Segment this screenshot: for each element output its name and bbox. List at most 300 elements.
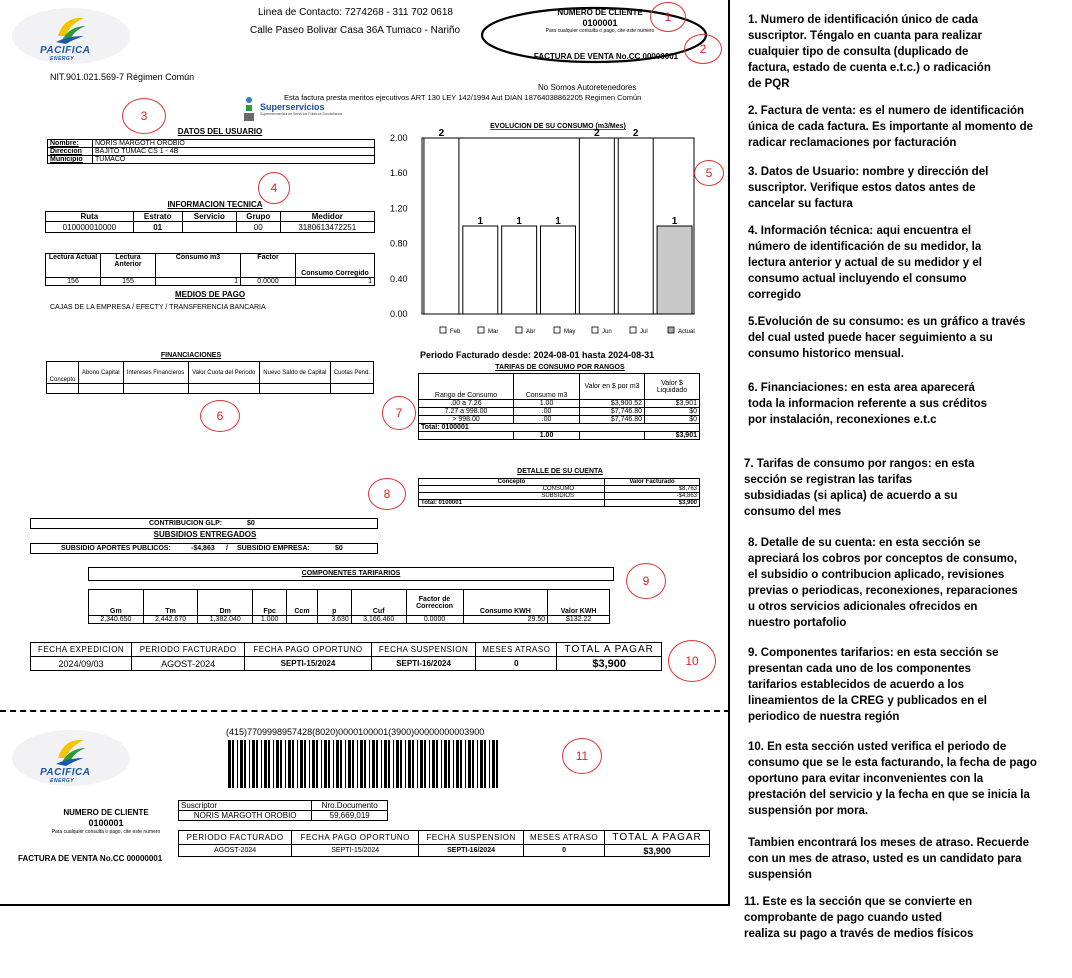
components-header: p: [317, 590, 351, 616]
financing-cell: [330, 384, 373, 394]
barcode-bar: [444, 740, 447, 788]
chart-bar: [579, 138, 614, 314]
financing-header: Concepto: [47, 362, 79, 384]
chart-title: EVOLUCION DE SU CONSUMO (m3/Mes): [490, 123, 626, 130]
chart-data-label: 2: [632, 128, 639, 139]
no-autoretenedores: No Somos Autoretenedores: [538, 83, 637, 92]
chart-legend-label: Mar: [488, 329, 499, 335]
subsidy-company-label: SUBSIDIO EMPRESA:: [237, 545, 310, 552]
account-detail-value: -$4,863: [605, 493, 700, 500]
barcode-bar: [472, 740, 474, 788]
summary-header: FECHA SUSPENSION: [371, 643, 476, 657]
chart-legend-label: Jun: [602, 329, 612, 335]
payment-title: MEDIOS DE PAGO: [174, 290, 246, 299]
coupon-subscriber-table: [178, 800, 388, 821]
contribution-label: CONTRIBUCION GLP:: [149, 520, 223, 527]
superservicios-subtitle: Superintendencia de Servicios Públicos Domiciliarios: [260, 112, 343, 116]
barcode-bar: [288, 740, 291, 788]
note-2: 2. Factura de venta: es el numero de identificación única de cada factura. Es importante al momento de radicar reclamaciones por facturación: [748, 105, 1034, 149]
coupon-header: PERIODO FACTURADO: [179, 831, 292, 845]
tech-info-table: [45, 211, 375, 233]
barcode-bar: [460, 740, 462, 788]
legal-text: Esta factura presta meritos ejecutivos ART 130 LEY 142/1994 Aut DIAN 18764038862205 Regimen Común: [284, 93, 642, 102]
chart-legend-swatch: [592, 327, 598, 333]
financing-cell: [259, 384, 330, 394]
barcode-bar: [333, 740, 334, 788]
coupon-logo-subtext: ENERGY: [50, 778, 75, 784]
components-title: COMPONENTES TARIFARIOS: [301, 570, 401, 577]
components-value: 2,340.650: [89, 616, 144, 624]
coupon-value: 0: [523, 845, 604, 857]
subsidies-title: SUBSIDIOS ENTREGADOS: [153, 530, 257, 539]
barcode-bar: [384, 740, 387, 788]
user-address: BAJITO TUMAC CS 1 - 4B: [93, 148, 375, 156]
barcode-bar: [393, 740, 394, 788]
barcode-bar: [345, 740, 346, 788]
barcode-bar: [417, 740, 418, 788]
chart-data-label: 1: [555, 216, 561, 227]
financing-cell: [123, 384, 188, 394]
barcode-bar: [408, 740, 411, 788]
account-detail-concept: SUBSIDIOS: [419, 493, 605, 500]
summary-header: FECHA PAGO OPORTUNO: [245, 643, 372, 657]
chart-legend-swatch: [516, 327, 522, 333]
marker-5: 5: [694, 160, 724, 186]
barcode-bar: [297, 740, 298, 788]
coupon-document-number: 59,669,019: [312, 811, 388, 821]
user-name: NORIS MARGOTH OROBIO: [93, 140, 375, 148]
barcode-bar: [448, 740, 450, 788]
barcode: [226, 740, 504, 788]
barcode-bar: [237, 740, 238, 788]
logo-text: PACIFICA: [40, 45, 91, 56]
components-header: Cuf: [351, 590, 406, 616]
summary-header: PERIODO FACTURADO: [132, 643, 245, 657]
chart-legend-swatch: [440, 327, 446, 333]
user-municipality: TUMACO: [93, 156, 375, 164]
chart-data-label: 2: [594, 128, 600, 139]
rates-cell: $3,901: [645, 400, 700, 408]
tech-header: Ruta: [46, 212, 134, 222]
subsidies-box: [30, 543, 378, 554]
note-8: 8. Detalle de su cuenta: en esta sección se apreciará los cobros por conceptos de consumo, el subsidio o contribucion aplicado, revisiones previas o periodicas, reconexiones, reparaciones u otros servicios adicionales ofrecidos en nuestro portafolio: [748, 537, 1018, 629]
marker-8: 8: [368, 478, 406, 510]
summary-value: SEPTI-16/2024: [371, 657, 476, 671]
barcode-bar: [468, 740, 471, 788]
barcode-bar: [280, 740, 282, 788]
chart-y-tick: 2.00: [390, 133, 408, 143]
coupon-client-label: NUMERO DE CLIENTE: [63, 808, 149, 817]
marker-3: 3: [122, 98, 166, 134]
coupon-subscriber-name: NORIS MARGOTH OROBIO: [179, 811, 312, 821]
reading-value: 0.0000: [241, 278, 296, 286]
account-detail-header: Valor Facturado: [605, 479, 700, 486]
reading-header: Lectura Actual: [46, 254, 101, 278]
chart-legend-swatch: [554, 327, 560, 333]
rates-total-cell: [419, 432, 514, 440]
barcode-bar: [312, 740, 315, 788]
account-detail-total-label: Total: 0100001: [419, 500, 605, 507]
barcode-bar: [304, 740, 306, 788]
barcode-bar: [348, 740, 351, 788]
invoice-number: FACTURA DE VENTA No.CC 00000001: [533, 52, 679, 61]
account-detail-table: [418, 478, 700, 507]
company-nit: NIT.901.021.569-7 Régimen Común: [50, 72, 195, 82]
chart-y-tick: 0.40: [390, 273, 408, 284]
tech-header: Servicio: [182, 212, 236, 222]
chart-y-tick: 1.60: [390, 168, 408, 179]
account-detail-header: Concepto: [419, 479, 605, 486]
chart-data-label: 2: [438, 128, 445, 139]
payment-methods: CAJAS DE LA EMPRESA / EFECTY / TRANSFERENCIA BANCARIA: [50, 304, 266, 311]
payment-summary-table: [30, 642, 662, 671]
chart-legend-label: Feb: [450, 329, 461, 335]
subsidy-separator: /: [226, 545, 228, 552]
barcode-bar: [285, 740, 286, 788]
user-municipality-label: Municipio: [48, 156, 93, 164]
barcode-bar: [352, 740, 354, 788]
chart-legend-label: Actual: [678, 329, 695, 335]
barcode-bar: [328, 740, 330, 788]
components-value: 29.50: [463, 616, 548, 624]
coupon-header: TOTAL A PAGAR: [605, 831, 710, 845]
coupon-subscriber-label: Suscriptor: [179, 801, 312, 811]
barcode-bar: [240, 740, 243, 788]
account-detail-title: DETALLE DE SU CUENTA: [517, 468, 603, 475]
reading-value: 1: [156, 278, 241, 286]
chart-data-label: 1: [671, 216, 678, 227]
chart-y-tick: 0.80: [390, 238, 408, 249]
barcode-bar: [424, 740, 426, 788]
note-3: 3. Datos de Usuario: nombre y dirección del suscriptor. Verifique estos datos antes de cancelar su factura: [748, 166, 989, 210]
tech-value: 010000010000: [46, 222, 134, 233]
components-header: Gm: [89, 590, 144, 616]
account-detail-concept: CONSUMO: [419, 486, 605, 493]
tech-header: Grupo: [236, 212, 280, 222]
coupon-company-logo: [12, 730, 130, 790]
coupon-invoice-number: FACTURA DE VENTA No.CC 00000001: [18, 854, 163, 863]
client-number-note: Para cualquier consulta o pago, cite este numero: [545, 28, 655, 34]
summary-header: TOTAL A PAGAR: [557, 643, 662, 657]
rates-header: Valor en $ por m3: [580, 374, 645, 400]
summary-header: FECHA EXPEDICION: [31, 643, 132, 657]
tech-value: 01: [133, 222, 182, 233]
note-5: 5.Evolución de su consumo: es un gráfico a través del cual usted puede hacer seguimiento a su consumo historico mensual.: [748, 316, 1026, 360]
components-value: 2,442.670: [143, 616, 198, 624]
coupon-value: AGOST-2024: [179, 845, 292, 857]
note-6: 6. Financiaciones: en esta area aparecerá toda la informacion referente a sus créditos por instalación, reconexiones e.t.c: [748, 382, 988, 426]
financing-header: Nuevo Saldo de Capital: [259, 362, 330, 384]
logo-flame-icon: [54, 14, 88, 44]
rates-cell: 1.00: [514, 400, 580, 408]
barcode-bar: [388, 740, 390, 788]
coupon-summary-table: [178, 830, 710, 857]
tech-info-title: INFORMACION TECNICA: [167, 200, 263, 209]
contribution-box: [30, 518, 378, 529]
chart-bar: [463, 226, 498, 314]
barcode-bar: [381, 740, 382, 788]
marker-9: 9: [626, 563, 666, 599]
chart-legend-label: Jul: [640, 329, 648, 335]
logo-subtext: ENERGY: [50, 56, 75, 62]
tech-header: Medidor: [280, 212, 374, 222]
barcode-bar: [400, 740, 402, 788]
coupon-logo-text: PACIFICA: [40, 767, 91, 778]
user-name-label: Nombre:: [48, 140, 93, 148]
rates-header: Valor $ Liquidado: [645, 374, 700, 400]
user-data-title: DATOS DEL USUARIO: [177, 127, 263, 136]
barcode-bar: [300, 740, 303, 788]
rates-total-value: $3,901: [645, 432, 700, 440]
financing-header: Abono Capital: [79, 362, 124, 384]
account-detail-total: $3,900: [605, 500, 700, 507]
user-address-label: Direccion: [48, 148, 93, 156]
company-logo: [12, 8, 130, 68]
tech-value: 00: [236, 222, 280, 233]
barcode-bar: [360, 740, 363, 788]
barcode-bar: [252, 740, 255, 788]
contact-line: Linea de Contacto: 7274268 - 311 702 0618: [258, 7, 453, 18]
note-1: 1. Numero de identificación único de cada suscriptor. Téngalo en cuanta para realizar cualquier tipo de consulta (duplicado de factura, estado de cuenta e.t.c.) o radicación de PQR: [748, 14, 991, 90]
reading-header: Consumo Corregido: [296, 254, 375, 278]
barcode-bar: [396, 740, 399, 788]
barcode-bar: [244, 740, 246, 788]
reading-header: Consumo m3: [156, 254, 241, 278]
superservicios-name: Superservicios: [260, 102, 325, 112]
components-value: $132.22: [548, 616, 610, 624]
chart-bar: [424, 138, 459, 314]
coupon-document-label: Nro.Documento: [312, 801, 388, 811]
coupon-client-note: Para cualquier consulta o pago, cite este numero: [51, 829, 161, 835]
invoice-bottom-border: [0, 904, 730, 906]
components-header: Fpc: [253, 590, 287, 616]
components-value: 3.630: [317, 616, 351, 624]
marker-7: 7: [382, 396, 416, 430]
chart-bar: [657, 226, 692, 314]
tech-value: [182, 222, 236, 233]
rates-title: TARIFAS DE CONSUMO POR RANGOS: [495, 364, 625, 371]
rates-header: Rango de Consumo: [419, 374, 514, 400]
rates-total-label: Total: 0100001: [419, 424, 700, 432]
marker-2: 2: [684, 34, 722, 64]
barcode-bar: [228, 740, 231, 788]
coupon-header: MESES ATRASO: [523, 831, 604, 845]
barcode-bar: [364, 740, 366, 788]
coupon-value: SEPTI-15/2024: [292, 845, 419, 857]
components-header: Consumo KWH: [463, 590, 548, 616]
tech-value: 3180613472251: [280, 222, 374, 233]
reading-value: 1: [296, 278, 375, 286]
barcode-bar: [264, 740, 267, 788]
rates-cell: > 998.00: [419, 416, 514, 424]
chart-bar: [502, 226, 537, 314]
barcode-bar: [316, 740, 318, 788]
chart-data-label: 1: [516, 216, 522, 227]
client-number: 0100001: [582, 18, 618, 28]
barcode-bar: [256, 740, 258, 788]
financing-header: Valor Cuota del Periodo: [188, 362, 259, 384]
rates-cell: .00: [514, 416, 580, 424]
financing-table: [46, 361, 374, 394]
summary-header: MESES ATRASO: [476, 643, 557, 657]
barcode-bar: [432, 740, 435, 788]
chart-legend-swatch: [630, 327, 636, 333]
barcode-bar: [309, 740, 310, 788]
rates-cell: $7,746.80: [580, 408, 645, 416]
subsidy-public-label: SUBSIDIO APORTES PUBLICOS:: [61, 545, 171, 552]
coupon-header: FECHA SUSPENSION: [419, 831, 524, 845]
barcode-bar: [249, 740, 250, 788]
chart-bar: [618, 138, 653, 314]
barcode-bar: [376, 740, 378, 788]
barcode-bar: [496, 740, 498, 788]
summary-value: SEPTI-15/2024: [245, 657, 372, 671]
rates-cell: $0: [645, 416, 700, 424]
financing-title: FINANCIACIONES: [160, 352, 222, 359]
client-number-label: NUMERO DE CLIENTE: [557, 8, 643, 17]
barcode-bar: [441, 740, 442, 788]
subsidy-public-value: -$4,863: [191, 545, 215, 552]
barcode-bar: [405, 740, 406, 788]
barcode-bar: [412, 740, 414, 788]
barcode-bar: [273, 740, 274, 788]
company-address: Calle Paseo Bolivar Casa 36A Tumaco - Nariño: [250, 25, 461, 36]
note-9: 9. Componentes tarifarios: en esta sección se presentan cada uno de los componentes tarifarios establecidos de acuerdo a los lineamientos de la CREG y publicados en el periodico de nuestra región: [748, 647, 999, 723]
components-header: Ccm: [287, 590, 318, 616]
contribution-value: $0: [247, 520, 255, 527]
barcode-bar: [340, 740, 342, 788]
barcode-bar: [321, 740, 322, 788]
marker-10: 10: [668, 640, 716, 682]
barcode-bar: [429, 740, 430, 788]
coupon-header: FECHA PAGO OPORTUNO: [292, 831, 419, 845]
barcode-bar: [261, 740, 262, 788]
financing-header: Intereses Financieros: [123, 362, 188, 384]
reading-header: Factor: [241, 254, 296, 278]
reading-value: 156: [46, 278, 101, 286]
components-value: [287, 616, 318, 624]
financing-cell: [47, 384, 79, 394]
rates-table: [418, 373, 700, 440]
rates-header: Consumo m3: [514, 374, 580, 400]
barcode-bar: [324, 740, 327, 788]
barcode-bar: [276, 740, 279, 788]
components-header: Valor KWH: [548, 590, 610, 616]
barcode-text: (415)7709998957428(8020)0000100001(3900)00000000003900: [226, 727, 485, 737]
summary-value: 2024/09/03: [31, 657, 132, 671]
rates-cell: $3,900.52: [580, 400, 645, 408]
chart-legend-swatch: [668, 327, 674, 333]
components-value: 1,382.040: [198, 616, 253, 624]
note-10: 10. En esta sección usted verifica el periodo de consumo que se le esta facturando, la fecha de pago oportuno para evitar inconvenientes con la prestación del servicio y la fecha en que se inicia la suspensión por mora.: [748, 741, 1037, 817]
barcode-bar: [372, 740, 375, 788]
barcode-bar: [436, 740, 438, 788]
coupon-value: SEPTI-16/2024: [419, 845, 524, 857]
chart-data-label: 1: [477, 216, 484, 227]
marker-6: 6: [200, 400, 240, 432]
barcode-bar: [369, 740, 370, 788]
summary-value: AGOST-2024: [132, 657, 245, 671]
components-header: Factor de Correccion: [406, 590, 463, 616]
chart-legend-label: Abr: [526, 329, 536, 335]
components-table: [88, 589, 610, 624]
chart-y-tick: 1.20: [390, 203, 408, 214]
rates-cell: .00: [514, 408, 580, 416]
barcode-bar: [489, 740, 490, 788]
components-value: 0.0000: [406, 616, 463, 624]
barcode-bar: [268, 740, 270, 788]
tech-header: Estrato: [133, 212, 182, 222]
components-value: 1.000: [253, 616, 287, 624]
barcode-bar: [456, 740, 459, 788]
barcode-bar: [336, 740, 339, 788]
financing-cell: [188, 384, 259, 394]
barcode-bar: [357, 740, 358, 788]
rates-cell: $0: [645, 408, 700, 416]
summary-value: 0: [476, 657, 557, 671]
rates-cell: .00 a 7.26: [419, 400, 514, 408]
chart-y-tick: 0.00: [390, 309, 408, 319]
chart-bar: [541, 226, 576, 314]
components-header: Tm: [143, 590, 198, 616]
superservicios-icon: [240, 96, 258, 124]
components-header: Dm: [198, 590, 253, 616]
reading-value: 155: [101, 278, 156, 286]
marker-4: 4: [258, 172, 290, 204]
note-7: 7. Tarifas de consumo por rangos: en esta sección se registran las tarifas subsidiadas (si aplica) de acuerdo a su consumo del mes: [744, 458, 975, 518]
summary-total: $3,900: [557, 657, 662, 671]
barcode-bar: [292, 740, 294, 788]
reading-table: [45, 253, 375, 286]
barcode-bar: [484, 740, 486, 788]
barcode-bar: [453, 740, 454, 788]
barcode-bar: [232, 740, 234, 788]
note-11: 11. Este es la sección que se convierte en comprobante de pago cuando usted realiza su pago a través de medios físicos: [744, 896, 974, 940]
financing-cell: [79, 384, 124, 394]
rates-cell: 7.27 a 998.00: [419, 408, 514, 416]
reading-header: Lectura Anterior: [101, 254, 156, 278]
marker-1: 1: [650, 2, 686, 32]
coupon-logo-flame-icon: [54, 736, 88, 766]
barcode-bar: [477, 740, 478, 788]
rates-total-cell: [580, 432, 645, 440]
note-10b: Tambien encontrará los meses de atraso. Recuerde con un mes de atraso, usted es un candidato para suspensión: [748, 837, 1030, 881]
barcode-bar: [465, 740, 466, 788]
financing-header: Cuotas Pend.: [330, 362, 373, 384]
chart-legend-label: May: [564, 329, 576, 335]
chart-legend-swatch: [478, 327, 484, 333]
barcode-bar: [492, 740, 495, 788]
superservicios-logo: [240, 96, 360, 126]
note-4: 4. Información técnica: aqui encuentra el número de identificación de su medidor, la lectura anterior y actual de su medidor y el consumo actual incluyendo el consumo corregido: [748, 225, 982, 301]
cut-line: [0, 710, 730, 712]
user-data-table: [47, 139, 375, 164]
marker-11: 11: [562, 738, 602, 774]
rates-cell: $7,746.80: [580, 416, 645, 424]
components-value: 3,166.460: [351, 616, 406, 624]
components-title-box: [88, 567, 614, 581]
account-detail-value: $8,763: [605, 486, 700, 493]
billing-period: Periodo Facturado desde: 2024-08-01 hasta 2024-08-31: [420, 350, 655, 360]
barcode-bar: [420, 740, 423, 788]
barcode-bar: [480, 740, 483, 788]
invoice-right-border: [728, 0, 730, 906]
subsidy-company-value: $0: [335, 545, 343, 552]
consumption-chart: [388, 118, 708, 340]
coupon-total: $3,900: [605, 845, 710, 857]
coupon-client-number: 0100001: [88, 818, 124, 828]
rates-total-m3: 1.00: [514, 432, 580, 440]
